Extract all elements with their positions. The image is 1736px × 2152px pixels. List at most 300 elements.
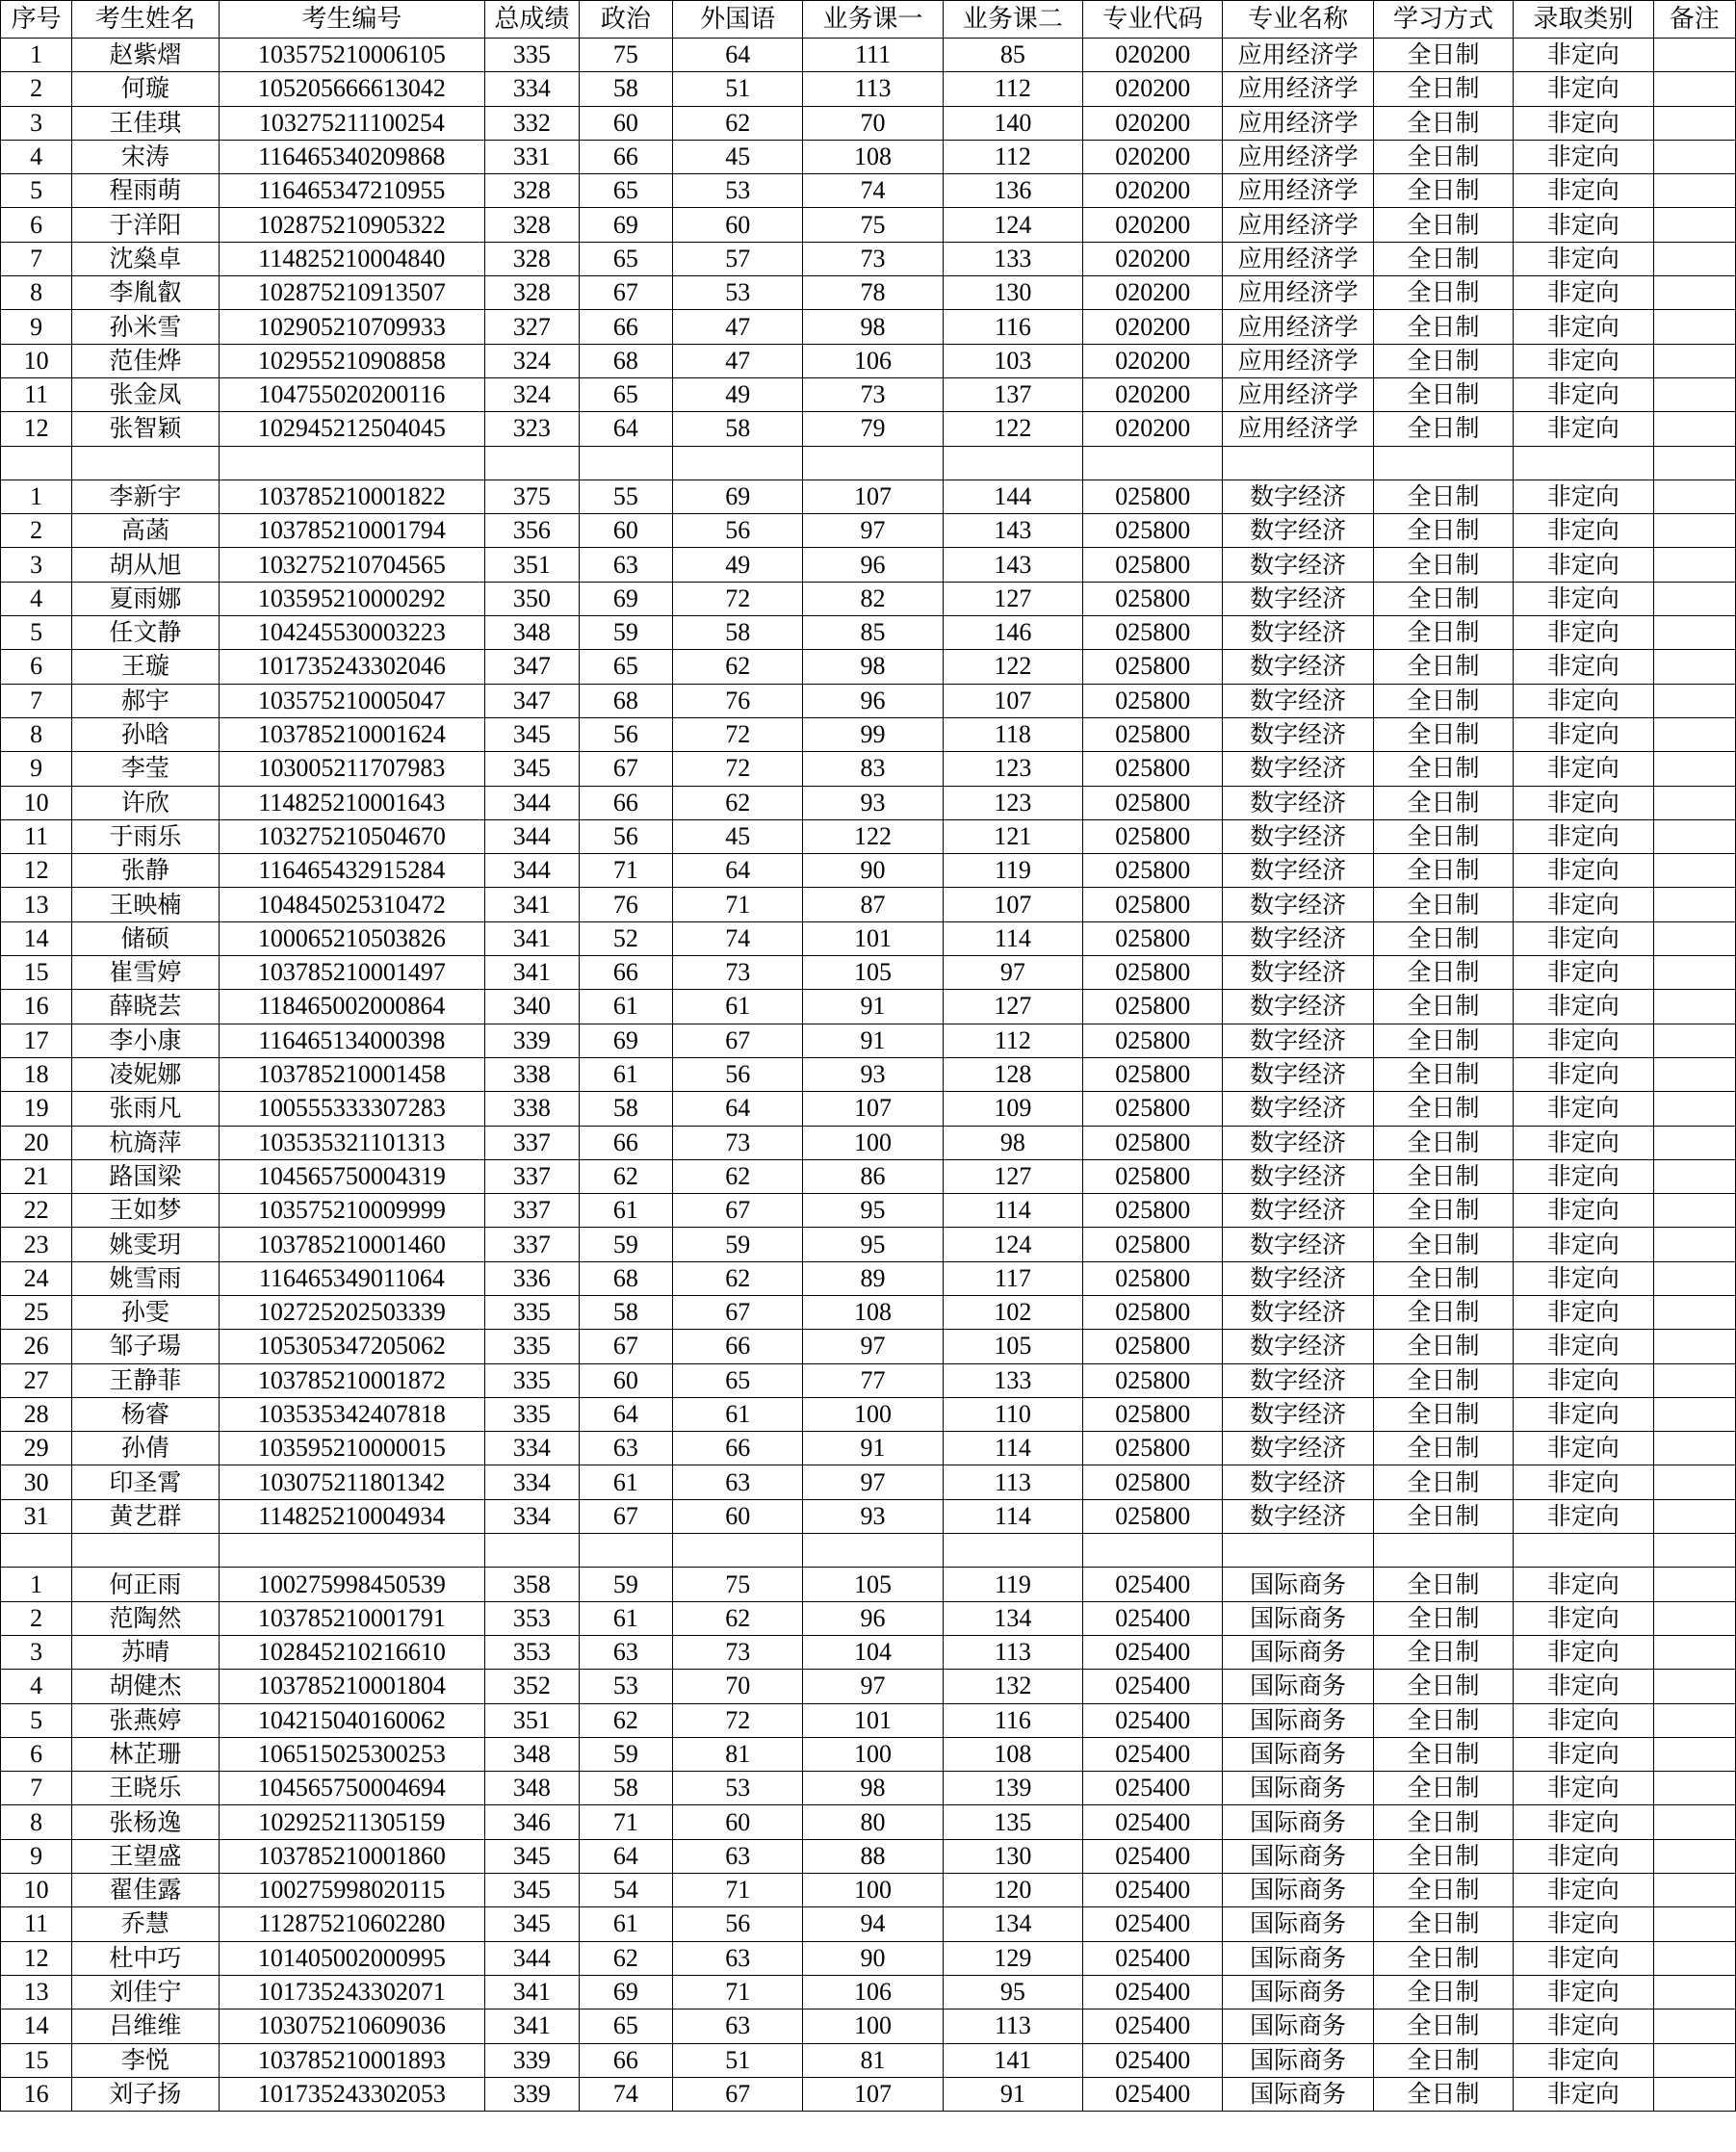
cell-foreign: 66 xyxy=(673,1432,803,1465)
cell-major-code: 020200 xyxy=(1083,208,1223,242)
cell-no: 20 xyxy=(1,1126,72,1159)
cell-category: 非定向 xyxy=(1514,1432,1653,1465)
cell-course1: 95 xyxy=(803,1228,943,1261)
header-row xyxy=(1,1,1736,39)
cell-foreign: 72 xyxy=(673,582,803,615)
cell-foreign: 49 xyxy=(673,548,803,582)
cell-course2: 85 xyxy=(943,39,1082,72)
cell-major-name: 应用经济学 xyxy=(1223,310,1374,344)
cell-course1: 91 xyxy=(803,990,943,1024)
cell-no: 11 xyxy=(1,1907,72,1941)
cell-foreign: 75 xyxy=(673,1568,803,1601)
cell-id: 101735243302053 xyxy=(219,2077,484,2111)
cell-major-code: 025800 xyxy=(1083,990,1223,1024)
table-row xyxy=(1,1363,1736,1397)
cell-category: 非定向 xyxy=(1514,1805,1653,1839)
cell-major-name: 国际商务 xyxy=(1223,1635,1374,1669)
empty-cell xyxy=(943,1534,1082,1568)
cell-name: 乔慧 xyxy=(72,1907,219,1941)
cell-name: 赵紫熠 xyxy=(72,39,219,72)
cell-course2: 97 xyxy=(943,956,1082,990)
cell-no: 5 xyxy=(1,174,72,208)
cell-id: 102945212504045 xyxy=(219,412,484,446)
cell-category: 非定向 xyxy=(1514,684,1653,717)
cell-id: 102875210913507 xyxy=(219,276,484,310)
cell-course1: 100 xyxy=(803,1874,943,1907)
cell-remark xyxy=(1653,39,1735,72)
cell-study-mode: 全日制 xyxy=(1373,2077,1513,2111)
cell-id: 105205666613042 xyxy=(219,72,484,106)
cell-remark xyxy=(1653,106,1735,140)
cell-category: 非定向 xyxy=(1514,1568,1653,1601)
cell-remark xyxy=(1653,480,1735,513)
cell-remark xyxy=(1653,1295,1735,1329)
table-row xyxy=(1,377,1736,411)
cell-remark xyxy=(1653,1499,1735,1533)
cell-course1: 113 xyxy=(803,72,943,106)
cell-politics: 60 xyxy=(579,106,673,140)
cell-politics: 62 xyxy=(579,1703,673,1737)
cell-name: 黄艺群 xyxy=(72,1499,219,1533)
cell-course1: 88 xyxy=(803,1839,943,1873)
cell-course2: 95 xyxy=(943,1975,1082,2009)
cell-politics: 61 xyxy=(579,1194,673,1228)
table-row xyxy=(1,1499,1736,1533)
cell-course1: 81 xyxy=(803,2043,943,2077)
cell-study-mode: 全日制 xyxy=(1373,1465,1513,1499)
cell-politics: 66 xyxy=(579,1126,673,1159)
cell-major-code: 025800 xyxy=(1083,480,1223,513)
cell-foreign: 58 xyxy=(673,412,803,446)
cell-no: 12 xyxy=(1,854,72,888)
cell-id: 100275998020115 xyxy=(219,1874,484,1907)
cell-major-name: 数字经济 xyxy=(1223,854,1374,888)
cell-total: 345 xyxy=(485,1839,580,1873)
table-row xyxy=(1,1024,1736,1057)
cell-politics: 64 xyxy=(579,1839,673,1873)
cell-course2: 103 xyxy=(943,344,1082,377)
cell-name: 孙雯 xyxy=(72,1295,219,1329)
cell-foreign: 58 xyxy=(673,616,803,650)
cell-no: 25 xyxy=(1,1295,72,1329)
cell-politics: 69 xyxy=(579,582,673,615)
cell-politics: 62 xyxy=(579,1159,673,1193)
cell-id: 116465134000398 xyxy=(219,1024,484,1057)
cell-name: 刘子扬 xyxy=(72,2077,219,2111)
cell-study-mode: 全日制 xyxy=(1373,2043,1513,2077)
cell-foreign: 63 xyxy=(673,2009,803,2043)
cell-politics: 63 xyxy=(579,548,673,582)
cell-politics: 69 xyxy=(579,208,673,242)
cell-politics: 58 xyxy=(579,72,673,106)
cell-course2: 114 xyxy=(943,1194,1082,1228)
cell-course2: 123 xyxy=(943,786,1082,819)
cell-foreign: 62 xyxy=(673,650,803,684)
cell-course1: 86 xyxy=(803,1159,943,1193)
cell-politics: 65 xyxy=(579,2009,673,2043)
cell-foreign: 62 xyxy=(673,1159,803,1193)
cell-politics: 65 xyxy=(579,650,673,684)
cell-no: 22 xyxy=(1,1194,72,1228)
cell-major-name: 应用经济学 xyxy=(1223,39,1374,72)
table-row xyxy=(1,956,1736,990)
table-row xyxy=(1,1839,1736,1873)
cell-major-code: 025800 xyxy=(1083,1057,1223,1091)
cell-major-name: 数字经济 xyxy=(1223,1228,1374,1261)
cell-remark xyxy=(1653,582,1735,615)
cell-no: 13 xyxy=(1,1975,72,2009)
cell-total: 335 xyxy=(485,1295,580,1329)
cell-major-code: 025400 xyxy=(1083,1805,1223,1839)
cell-no: 7 xyxy=(1,684,72,717)
cell-major-code: 025800 xyxy=(1083,1465,1223,1499)
cell-study-mode: 全日制 xyxy=(1373,1092,1513,1126)
empty-cell xyxy=(1,446,72,480)
cell-no: 5 xyxy=(1,1703,72,1737)
cell-name: 邹子瑒 xyxy=(72,1330,219,1363)
cell-politics: 59 xyxy=(579,1737,673,1771)
cell-major-name: 国际商务 xyxy=(1223,1670,1374,1703)
cell-politics: 75 xyxy=(579,39,673,72)
cell-course2: 107 xyxy=(943,684,1082,717)
cell-id: 103595210000292 xyxy=(219,582,484,615)
cell-name: 郝宇 xyxy=(72,684,219,717)
cell-name: 高菡 xyxy=(72,514,219,548)
table-row xyxy=(1,1228,1736,1261)
cell-major-code: 025400 xyxy=(1083,1941,1223,1975)
cell-total: 351 xyxy=(485,1703,580,1737)
col-header-name: 考生姓名 xyxy=(72,1,219,39)
cell-id: 103535321101313 xyxy=(219,1126,484,1159)
cell-total: 336 xyxy=(485,1261,580,1295)
cell-name: 李悦 xyxy=(72,2043,219,2077)
cell-major-name: 国际商务 xyxy=(1223,2009,1374,2043)
cell-course1: 97 xyxy=(803,1670,943,1703)
cell-no: 16 xyxy=(1,990,72,1024)
cell-study-mode: 全日制 xyxy=(1373,1635,1513,1669)
cell-course2: 114 xyxy=(943,1499,1082,1533)
table-row xyxy=(1,1465,1736,1499)
table-row xyxy=(1,480,1736,513)
cell-no: 5 xyxy=(1,616,72,650)
empty-cell xyxy=(485,1534,580,1568)
cell-total: 324 xyxy=(485,344,580,377)
table-row xyxy=(1,1397,1736,1431)
cell-remark xyxy=(1653,1568,1735,1601)
cell-category: 非定向 xyxy=(1514,1024,1653,1057)
cell-total: 341 xyxy=(485,956,580,990)
table-row xyxy=(1,1975,1736,2009)
cell-course2: 120 xyxy=(943,1874,1082,1907)
cell-foreign: 73 xyxy=(673,956,803,990)
cell-study-mode: 全日制 xyxy=(1373,1194,1513,1228)
cell-id: 101735243302046 xyxy=(219,650,484,684)
cell-major-code: 020200 xyxy=(1083,140,1223,173)
cell-no: 19 xyxy=(1,1092,72,1126)
cell-remark xyxy=(1653,650,1735,684)
cell-no: 6 xyxy=(1,1737,72,1771)
cell-id: 116465347210955 xyxy=(219,174,484,208)
cell-course2: 127 xyxy=(943,990,1082,1024)
cell-course2: 128 xyxy=(943,1057,1082,1091)
cell-course1: 104 xyxy=(803,1635,943,1669)
cell-study-mode: 全日制 xyxy=(1373,819,1513,853)
cell-remark xyxy=(1653,1635,1735,1669)
cell-foreign: 62 xyxy=(673,106,803,140)
table-row xyxy=(1,819,1736,853)
cell-id: 103575210005047 xyxy=(219,684,484,717)
cell-major-code: 025400 xyxy=(1083,1601,1223,1635)
cell-study-mode: 全日制 xyxy=(1373,1601,1513,1635)
cell-id: 105305347205062 xyxy=(219,1330,484,1363)
cell-remark xyxy=(1653,956,1735,990)
cell-total: 334 xyxy=(485,1499,580,1533)
cell-no: 9 xyxy=(1,752,72,786)
cell-course2: 121 xyxy=(943,819,1082,853)
cell-major-name: 数字经济 xyxy=(1223,1363,1374,1397)
cell-course2: 124 xyxy=(943,208,1082,242)
col-header-study-mode: 学习方式 xyxy=(1373,1,1513,39)
cell-total: 323 xyxy=(485,412,580,446)
cell-id: 114825210004840 xyxy=(219,242,484,275)
cell-no: 4 xyxy=(1,140,72,173)
table-row xyxy=(1,1805,1736,1839)
cell-politics: 56 xyxy=(579,717,673,751)
cell-remark xyxy=(1653,377,1735,411)
cell-major-code: 025800 xyxy=(1083,1397,1223,1431)
cell-course1: 91 xyxy=(803,1024,943,1057)
cell-politics: 66 xyxy=(579,786,673,819)
cell-no: 13 xyxy=(1,888,72,921)
table-row xyxy=(1,39,1736,72)
cell-no: 2 xyxy=(1,72,72,106)
cell-total: 334 xyxy=(485,72,580,106)
cell-name: 王映楠 xyxy=(72,888,219,921)
cell-name: 王静菲 xyxy=(72,1363,219,1397)
cell-foreign: 51 xyxy=(673,72,803,106)
cell-course1: 101 xyxy=(803,1703,943,1737)
cell-total: 337 xyxy=(485,1159,580,1193)
cell-study-mode: 全日制 xyxy=(1373,1670,1513,1703)
cell-remark xyxy=(1653,1092,1735,1126)
table-row xyxy=(1,140,1736,173)
cell-politics: 53 xyxy=(579,1670,673,1703)
cell-no: 28 xyxy=(1,1397,72,1431)
cell-remark xyxy=(1653,548,1735,582)
cell-major-name: 数字经济 xyxy=(1223,1432,1374,1465)
cell-foreign: 70 xyxy=(673,1670,803,1703)
cell-id: 103275210704565 xyxy=(219,548,484,582)
cell-total: 337 xyxy=(485,1126,580,1159)
cell-id: 116465349011064 xyxy=(219,1261,484,1295)
cell-foreign: 67 xyxy=(673,1024,803,1057)
cell-politics: 71 xyxy=(579,854,673,888)
cell-remark xyxy=(1653,1601,1735,1635)
cell-foreign: 66 xyxy=(673,1330,803,1363)
cell-name: 李胤叡 xyxy=(72,276,219,310)
cell-course2: 107 xyxy=(943,888,1082,921)
cell-total: 345 xyxy=(485,717,580,751)
cell-foreign: 65 xyxy=(673,1363,803,1397)
cell-politics: 69 xyxy=(579,1975,673,2009)
cell-remark xyxy=(1653,242,1735,275)
cell-no: 6 xyxy=(1,650,72,684)
empty-cell xyxy=(579,1534,673,1568)
cell-major-code: 025800 xyxy=(1083,1363,1223,1397)
empty-cell xyxy=(579,446,673,480)
table-row xyxy=(1,1737,1736,1771)
cell-no: 24 xyxy=(1,1261,72,1295)
cell-foreign: 67 xyxy=(673,2077,803,2111)
cell-major-name: 国际商务 xyxy=(1223,1975,1374,2009)
cell-politics: 59 xyxy=(579,616,673,650)
section-separator-row xyxy=(1,446,1736,480)
cell-category: 非定向 xyxy=(1514,1703,1653,1737)
cell-name: 张静 xyxy=(72,854,219,888)
cell-no: 8 xyxy=(1,717,72,751)
col-header-course1: 业务课一 xyxy=(803,1,943,39)
cell-total: 337 xyxy=(485,1194,580,1228)
cell-politics: 60 xyxy=(579,514,673,548)
cell-politics: 68 xyxy=(579,344,673,377)
cell-study-mode: 全日制 xyxy=(1373,310,1513,344)
cell-id: 100555333307283 xyxy=(219,1092,484,1126)
cell-major-code: 020200 xyxy=(1083,310,1223,344)
cell-course1: 79 xyxy=(803,412,943,446)
cell-study-mode: 全日制 xyxy=(1373,480,1513,513)
cell-politics: 55 xyxy=(579,480,673,513)
cell-name: 路国梁 xyxy=(72,1159,219,1193)
cell-category: 非定向 xyxy=(1514,854,1653,888)
empty-cell xyxy=(1083,1534,1223,1568)
cell-foreign: 71 xyxy=(673,888,803,921)
cell-foreign: 74 xyxy=(673,921,803,955)
cell-total: 334 xyxy=(485,1465,580,1499)
cell-foreign: 71 xyxy=(673,1874,803,1907)
cell-name: 孙倩 xyxy=(72,1432,219,1465)
cell-course1: 98 xyxy=(803,1772,943,1805)
cell-name: 王佳琪 xyxy=(72,106,219,140)
cell-id: 101735243302071 xyxy=(219,1975,484,2009)
cell-politics: 66 xyxy=(579,956,673,990)
col-header-total: 总成绩 xyxy=(485,1,580,39)
cell-major-name: 国际商务 xyxy=(1223,1907,1374,1941)
cell-remark xyxy=(1653,1126,1735,1159)
cell-total: 339 xyxy=(485,1024,580,1057)
cell-course1: 73 xyxy=(803,242,943,275)
cell-no: 11 xyxy=(1,377,72,411)
cell-course2: 123 xyxy=(943,752,1082,786)
cell-id: 102875210905322 xyxy=(219,208,484,242)
cell-course2: 141 xyxy=(943,2043,1082,2077)
cell-remark xyxy=(1653,1228,1735,1261)
cell-course1: 77 xyxy=(803,1363,943,1397)
cell-major-code: 020200 xyxy=(1083,412,1223,446)
cell-no: 10 xyxy=(1,786,72,819)
cell-id: 103005211707983 xyxy=(219,752,484,786)
cell-major-name: 应用经济学 xyxy=(1223,106,1374,140)
table-row xyxy=(1,2043,1736,2077)
cell-total: 328 xyxy=(485,174,580,208)
cell-id: 116465340209868 xyxy=(219,140,484,173)
cell-category: 非定向 xyxy=(1514,140,1653,173)
cell-study-mode: 全日制 xyxy=(1373,377,1513,411)
cell-id: 104245530003223 xyxy=(219,616,484,650)
cell-politics: 56 xyxy=(579,819,673,853)
cell-category: 非定向 xyxy=(1514,1772,1653,1805)
cell-major-name: 数字经济 xyxy=(1223,480,1374,513)
cell-foreign: 56 xyxy=(673,1057,803,1091)
cell-category: 非定向 xyxy=(1514,1261,1653,1295)
table-row xyxy=(1,1159,1736,1193)
cell-study-mode: 全日制 xyxy=(1373,1703,1513,1737)
cell-category: 非定向 xyxy=(1514,2043,1653,2077)
cell-study-mode: 全日制 xyxy=(1373,1907,1513,1941)
cell-course1: 78 xyxy=(803,276,943,310)
cell-foreign: 53 xyxy=(673,174,803,208)
cell-foreign: 53 xyxy=(673,276,803,310)
cell-total: 347 xyxy=(485,650,580,684)
cell-major-code: 025400 xyxy=(1083,1568,1223,1601)
cell-major-code: 020200 xyxy=(1083,174,1223,208)
cell-id: 112875210602280 xyxy=(219,1907,484,1941)
cell-major-code: 025400 xyxy=(1083,1670,1223,1703)
cell-id: 114825210004934 xyxy=(219,1499,484,1533)
cell-id: 100065210503826 xyxy=(219,921,484,955)
table-row xyxy=(1,1635,1736,1669)
cell-remark xyxy=(1653,854,1735,888)
cell-course1: 73 xyxy=(803,377,943,411)
cell-course1: 106 xyxy=(803,1975,943,2009)
cell-course1: 107 xyxy=(803,2077,943,2111)
cell-politics: 76 xyxy=(579,888,673,921)
cell-category: 非定向 xyxy=(1514,1194,1653,1228)
table-row xyxy=(1,1568,1736,1601)
cell-name: 刘佳宁 xyxy=(72,1975,219,2009)
cell-study-mode: 全日制 xyxy=(1373,1295,1513,1329)
cell-foreign: 72 xyxy=(673,752,803,786)
cell-study-mode: 全日制 xyxy=(1373,990,1513,1024)
cell-total: 338 xyxy=(485,1092,580,1126)
table-row xyxy=(1,582,1736,615)
cell-id: 103075211801342 xyxy=(219,1465,484,1499)
cell-foreign: 73 xyxy=(673,1126,803,1159)
cell-name: 任文静 xyxy=(72,616,219,650)
cell-major-name: 数字经济 xyxy=(1223,684,1374,717)
cell-foreign: 71 xyxy=(673,1975,803,2009)
cell-total: 353 xyxy=(485,1601,580,1635)
col-header-course2: 业务课二 xyxy=(943,1,1082,39)
cell-course2: 137 xyxy=(943,377,1082,411)
empty-cell xyxy=(1373,446,1513,480)
cell-major-code: 025800 xyxy=(1083,1228,1223,1261)
cell-course1: 80 xyxy=(803,1805,943,1839)
cell-major-code: 025800 xyxy=(1083,1432,1223,1465)
cell-id: 103785210001791 xyxy=(219,1601,484,1635)
table-body xyxy=(1,39,1736,2112)
cell-major-name: 数字经济 xyxy=(1223,582,1374,615)
cell-id: 103785210001497 xyxy=(219,956,484,990)
cell-course1: 100 xyxy=(803,1737,943,1771)
cell-remark xyxy=(1653,2077,1735,2111)
cell-course1: 100 xyxy=(803,1397,943,1431)
cell-study-mode: 全日制 xyxy=(1373,208,1513,242)
cell-id: 106515025300253 xyxy=(219,1737,484,1771)
cell-id: 104565750004694 xyxy=(219,1772,484,1805)
cell-name: 张杨逸 xyxy=(72,1805,219,1839)
cell-id: 103575210006105 xyxy=(219,39,484,72)
cell-category: 非定向 xyxy=(1514,1874,1653,1907)
